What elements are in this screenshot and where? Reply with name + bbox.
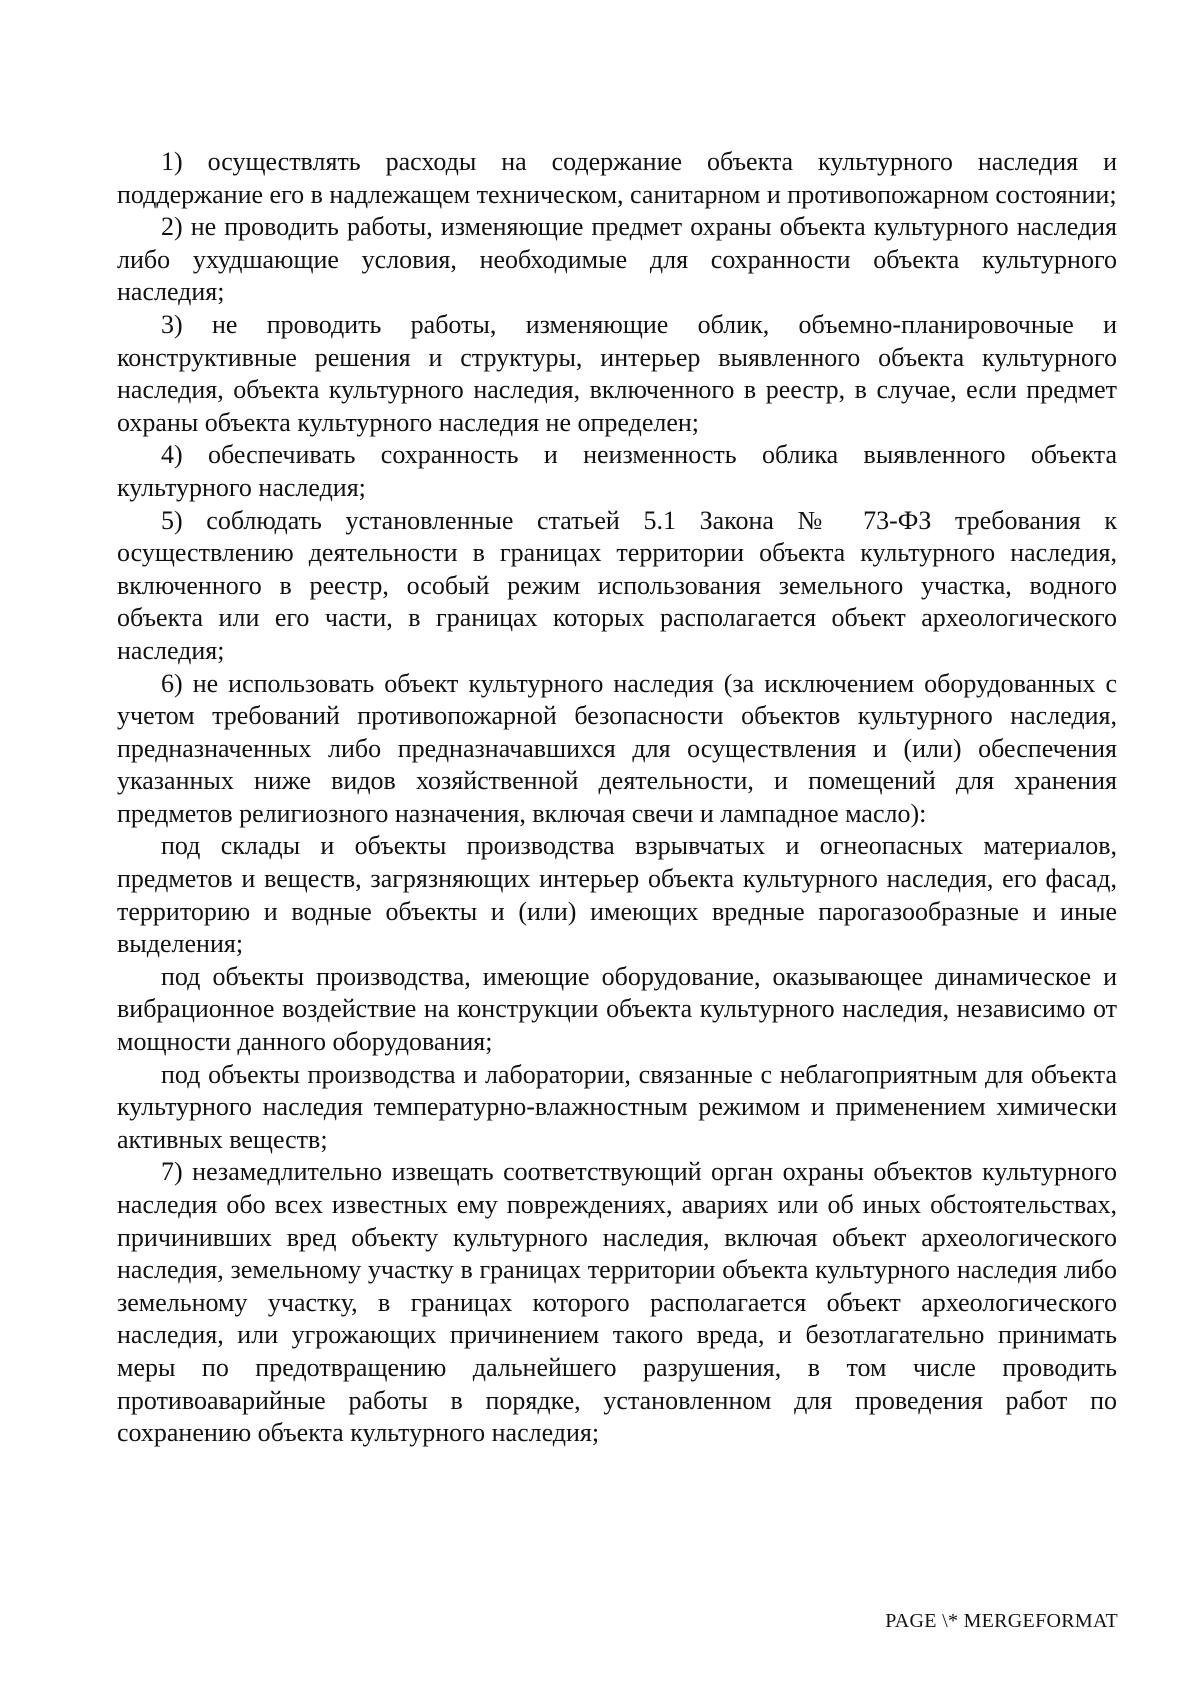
page-number-field: PAGE \* MERGEFORMAT [885,1610,1118,1632]
document-body [117,146,1117,1450]
paragraph-item-2: 2) не проводить работы, изменяющие предмет охраны объекта культурного наследия либо ухудшающие условия, необходимые для сохранности объекта культурного наследия; [117,212,1117,307]
paragraph-item-6: 6) не использовать объект культурного наследия (за исключением оборудованных с учетом требований противопожарной безопасности объектов культурного наследия, предназначенных либо предназначавшихся для осуществления и (или) обеспечения указанных ниже видов хозяйственной деятельности, и помещений для хранения предметов религиозного назначения, включая свечи и лампадное масло): [117,668,1117,828]
paragraph-item-7: 7) незамедлительно извещать соответствующий орган охраны объектов культурного наследия обо всех известных ему повреждениях, авариях или об иных обстоятельствах, причинивших вред объекту культурного наследия, включая объект археологического наследия, земельному участку в границах территории объекта культурного наследия либо земельному участку, в границах которого располагается объект археологического наследия, или угрожающих причинением такого вреда, и безотлагательно принимать меры по предотвращению дальнейшего разрушения, в том числе проводить противоаварийные работы в порядке, установленном для проведения работ по сохранению объекта культурного наследия; [117,1157,1117,1448]
paragraph-item-5: 5) соблюдать установленные статьей 5.1 Закона № 73-ФЗ требования к осуществлению деятельности в границах территории объекта культурного наследия, включенного в реестр, особый режим использования земельного участка, водного объекта или его части, в границах которых располагается объект археологического наследия; [117,505,1117,665]
paragraph-subitem-laboratories: под объекты производства и лаборатории, связанные с неблагоприятным для объекта культурного наследия температурно-влажностным режимом и применением химически активных веществ; [117,1059,1117,1154]
paragraph-subitem-vibration: под объекты производства, имеющие оборудование, оказывающее динамическое и вибрационное воздействие на конструкции объекта культурного наследия, независимо от мощности данного оборудования; [117,961,1117,1057]
paragraph-item-3: 3) не проводить работы, изменяющие облик, объемно-планировочные и конструктивные решения и структуры, интерьер выявленного объекта культурного наследия, объекта культурного наследия, включенного в реестр, в случае, если предмет охраны объекта культурного наследия не определен; [117,309,1117,437]
paragraph-item-4: 4) обеспечивать сохранность и неизменность облика выявленного объекта культурного наследия; [117,440,1117,502]
paragraph-item-1: 1) осуществлять расходы на содержание объекта культурного наследия и поддержание его в надлежащем техническом, санитарном и противопожарном состоянии; [117,147,1117,209]
paragraph-subitem-warehouses: под склады и объекты производства взрывчатых и огнеопасных материалов, предметов и веществ, загрязняющих интерьер объекта культурного наследия, его фасад, территорию и водные объекты и (или) имеющих вредные парогазообразные и иные выделения; [117,831,1117,959]
